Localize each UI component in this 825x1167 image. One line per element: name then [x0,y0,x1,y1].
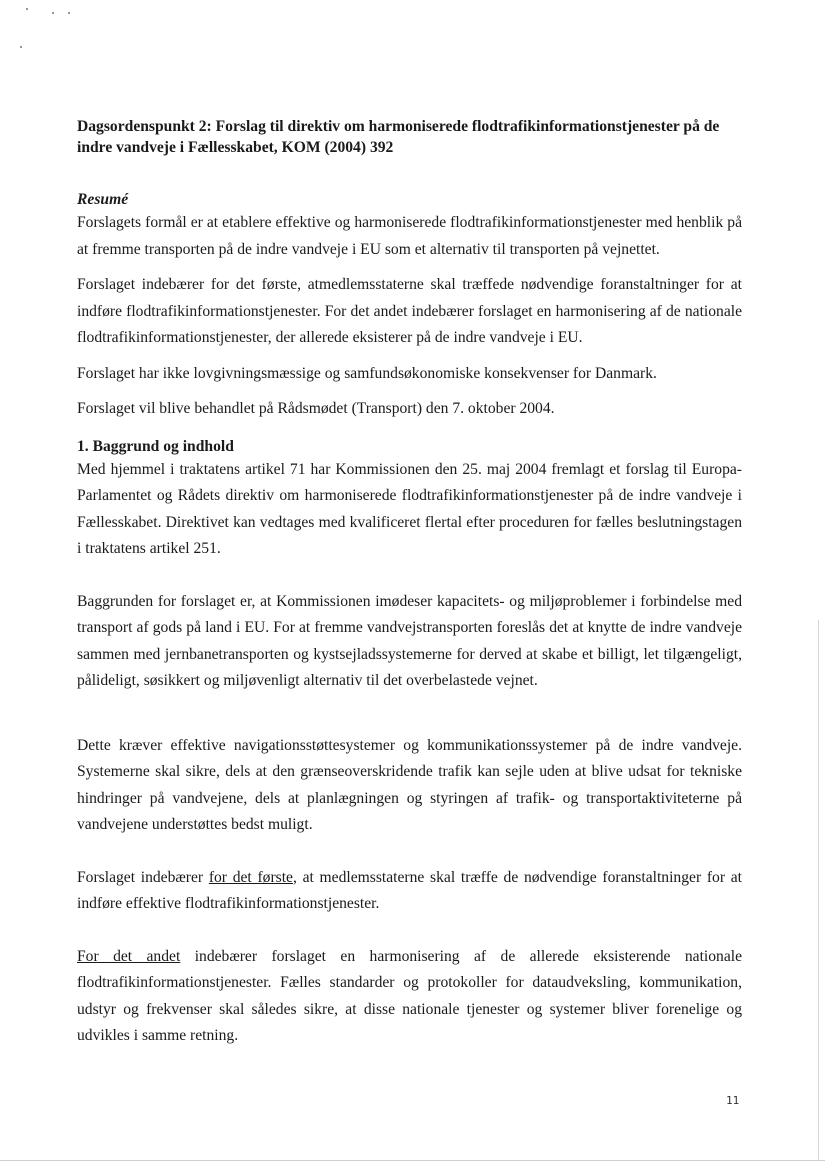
page-number: 11 [726,1094,740,1107]
paragraph-text: Forslaget indebærer [77,868,209,886]
section1-paragraph-1: Med hjemmel i traktatens artikel 71 har Kommissionen den 25. maj 2004 fremlagt et forslag til Europa-Parlamentet og Rådets direktiv om harmoniserede flodtrafikinformationstjenester på de indre vandveje i Fællesskabet. Direktivet kan vedtages med kvalificeret flertal efter proceduren for fælles beslutningstagen i traktatens artikel 251. [77,460,742,557]
resume-heading: Resumé [77,191,129,208]
underlined-phrase: for det første [208,868,293,886]
section1-paragraph-2: Baggrunden for forslaget er, at Kommissionen imødeser kapacitets- og miljøproblemer i forbindelse med transport af gods på land i EU. For at fremme vandvejstransporten foreslås det at knytte de indre vandveje sammen med jernbanetransporten og kystsejladssystemerne for derved at skabe et billigt, let tilgængeligt, pålideligt, søsikkert og miljøvenligt alternativ til det overbelastede vejnet. [77,592,742,689]
resume-paragraph-1: Forslagets formål er at etablere effektive og harmoniserede flodtrafikinformationstjenester med henblik på at fremme transporten på de indre vandveje i EU som et alternativ til transporten på vejnettet. [77,214,742,258]
scan-speck [26,8,28,10]
paragraph-text: , at medlemsstaterne skal træffe de nødvendige foranstaltninger for at indføre effektive flodtrafikinformationstjenester. [77,868,742,912]
agenda-title: Dagsordenspunkt 2: Forslag til direktiv om harmoniserede flodtrafikinformationstjenester på de indre vandveje i Fællesskabet, KOM (2004) 392 [77,118,720,156]
paragraph-text: indebærer forslaget en harmonisering af de allerede eksisterende nationale flodtrafikinformationstjenester. Fælles standarder og protokoller for dataudveksling, kommunikation, udstyr og frekvenser skal således sikre, at disse nationale tjenester og systemer bliver forenelige og udvikles i samme retning. [77,947,743,1044]
resume-paragraph-2: Forslaget indebærer for det første, atmedlemsstaterne skal træffede nødvendige foranstaltninger for at indføre flodtrafikinformationstjenester. For det andet indebærer forslaget en harmonisering af de nationale flodtrafikinformationstjenester, der allerede eksisterer på de indre vandveje i EU. [77,276,742,346]
document-body [77,116,742,1050]
underlined-phrase: For det andet [77,947,181,965]
scan-edge-line [0,1160,825,1161]
resume-paragraph-3: Forslaget har ikke lovgivningsmæssige og samfundsøkonomiske konsekvenser for Danmark. [77,364,657,382]
scan-speck [52,12,54,14]
resume-paragraph-4: Forslaget vil blive behandlet på Rådsmødet (Transport) den 7. oktober 2004. [77,400,555,417]
scan-speck [68,12,70,14]
section-heading-baggrund: 1. Baggrund og indhold [77,437,234,455]
section1-paragraph-4 [77,865,742,918]
section1-paragraph-5 [77,944,742,1050]
section1-paragraph-3: Dette kræver effektive navigationsstøttesystemer og kommunikationssystemer på de indre vandveje. Systemerne skal sikre, dels at den grænseoverskridende trafik kan sejle uden at blive udsat for tekniske hindringer på vandvejene, dels at planlægningen og styringen af trafik- og transportaktiviteterne på vandvejene understøttes bedst muligt. [77,736,742,833]
scan-edge-line [818,620,819,1160]
scan-speck [20,46,22,48]
